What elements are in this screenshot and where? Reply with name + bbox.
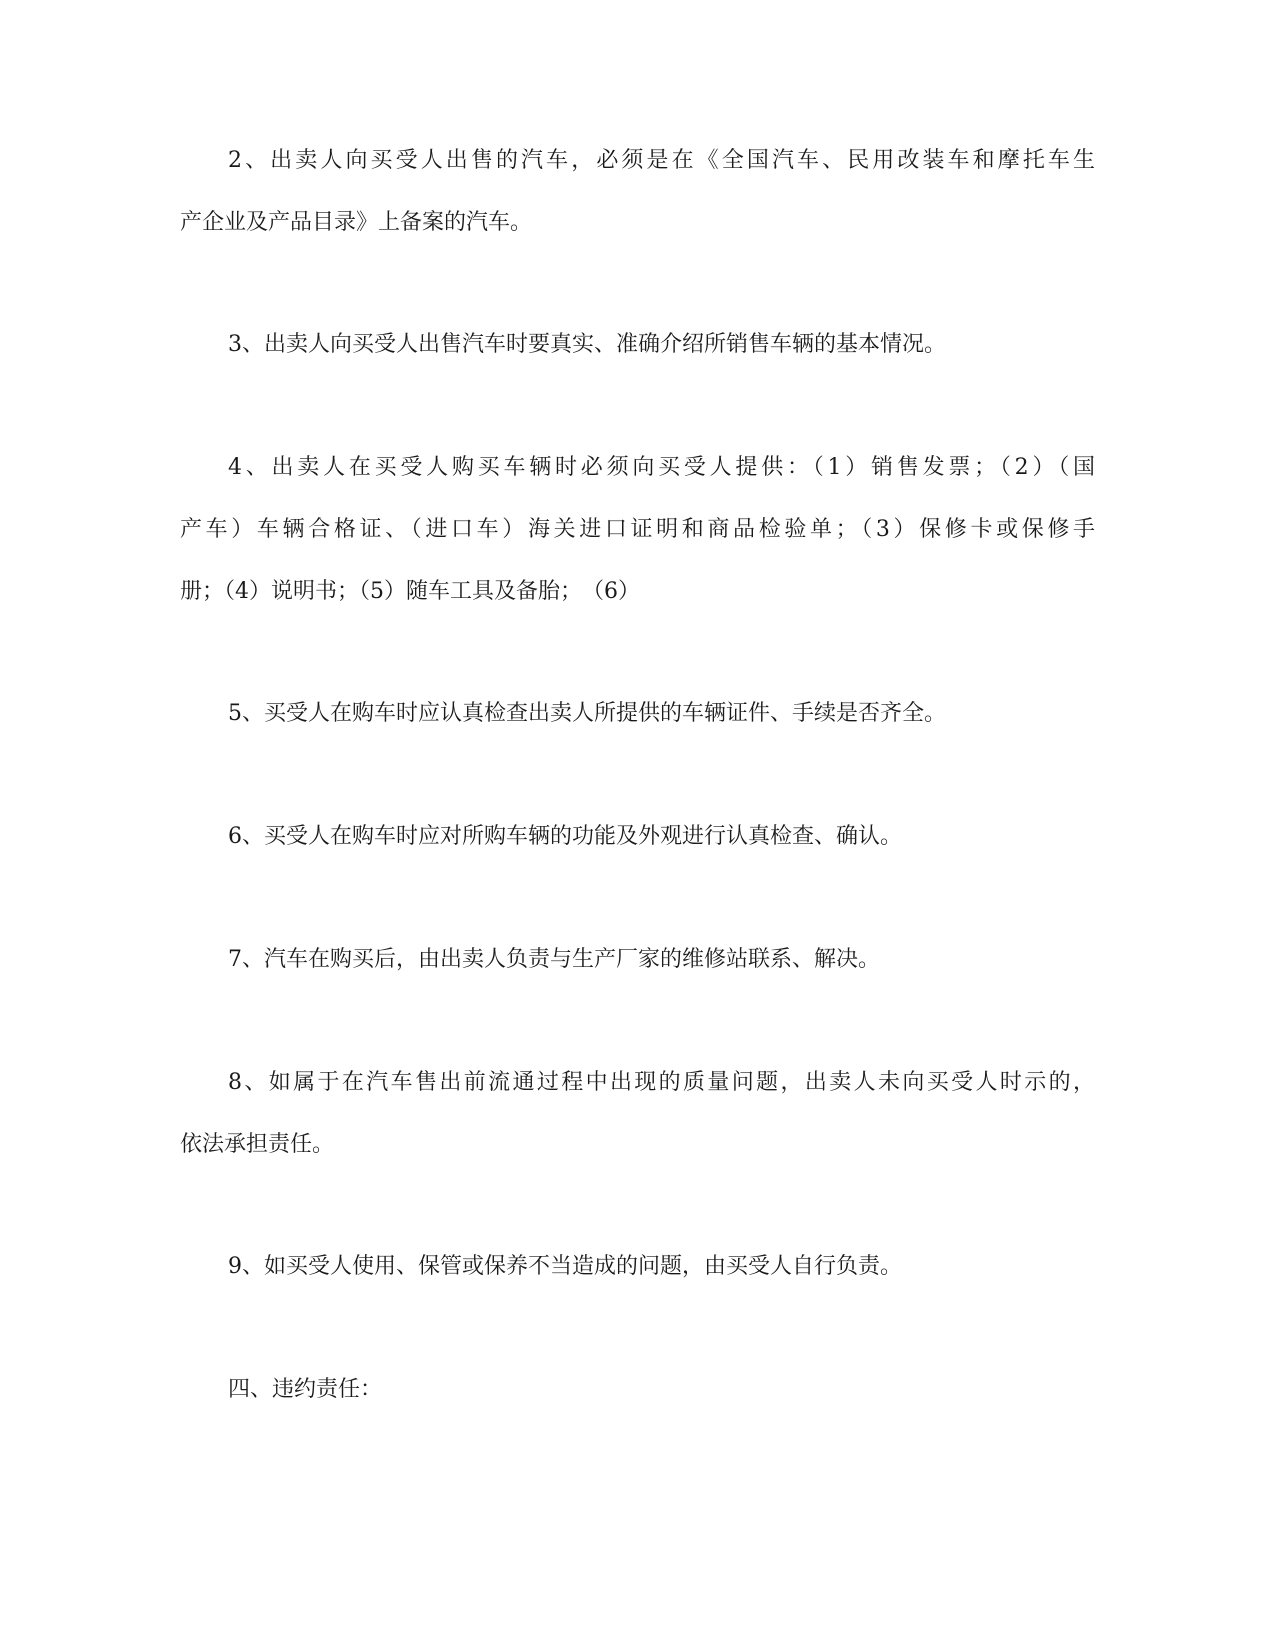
clause-8-line-1: 8、如属于在汽车售出前流通过程中出现的质量问题，出卖人未向买受人时示的， — [228, 1070, 1095, 1095]
clause-2 — [180, 130, 1095, 254]
clause-4-line-3: 册；（4）说明书；（5）随车工具及备胎； （6） — [180, 579, 640, 604]
clause-9 — [180, 1236, 1095, 1298]
clause-4-line-1: 4、出卖人在买受人购买车辆时必须向买受人提供：（1）销售发票；（2）（国 — [228, 455, 1095, 480]
section-heading-line: 四、违约责任： — [228, 1377, 383, 1402]
clause-2-line-1: 2、出卖人向买受人出售的汽车，必须是在《全国汽车、民用改装车和摩托车生 — [228, 148, 1095, 173]
clause-4-line-2: 产车）车辆合格证、（进口车）海关进口证明和商品检验单；（3）保修卡或保修手 — [180, 517, 1095, 542]
clause-8-line-2: 依法承担责任。 — [180, 1132, 335, 1157]
clause-5-line-1: 5、买受人在购车时应认真检查出卖人所提供的车辆证件、手续是否齐全。 — [228, 701, 946, 726]
clause-6-line-1: 6、买受人在购车时应对所购车辆的功能及外观进行认真检查、确认。 — [228, 824, 902, 849]
clause-7-line-1: 7、汽车在购买后，由出卖人负责与生产厂家的维修站联系、解决。 — [228, 947, 880, 972]
clause-3-line-1: 3、出卖人向买受人出售汽车时要真实、准确介绍所销售车辆的基本情况。 — [228, 332, 946, 357]
clause-3 — [180, 314, 1095, 376]
clause-4 — [180, 437, 1095, 623]
clause-7 — [180, 929, 1095, 991]
clause-6 — [180, 806, 1095, 868]
clause-8 — [180, 1052, 1095, 1176]
clause-5 — [180, 683, 1095, 745]
section-heading-breach-liability — [180, 1359, 1095, 1421]
clause-9-line-1: 9、如买受人使用、保管或保养不当造成的问题，由买受人自行负责。 — [228, 1254, 902, 1279]
clause-2-line-2: 产企业及产品目录》上备案的汽车。 — [180, 210, 533, 235]
